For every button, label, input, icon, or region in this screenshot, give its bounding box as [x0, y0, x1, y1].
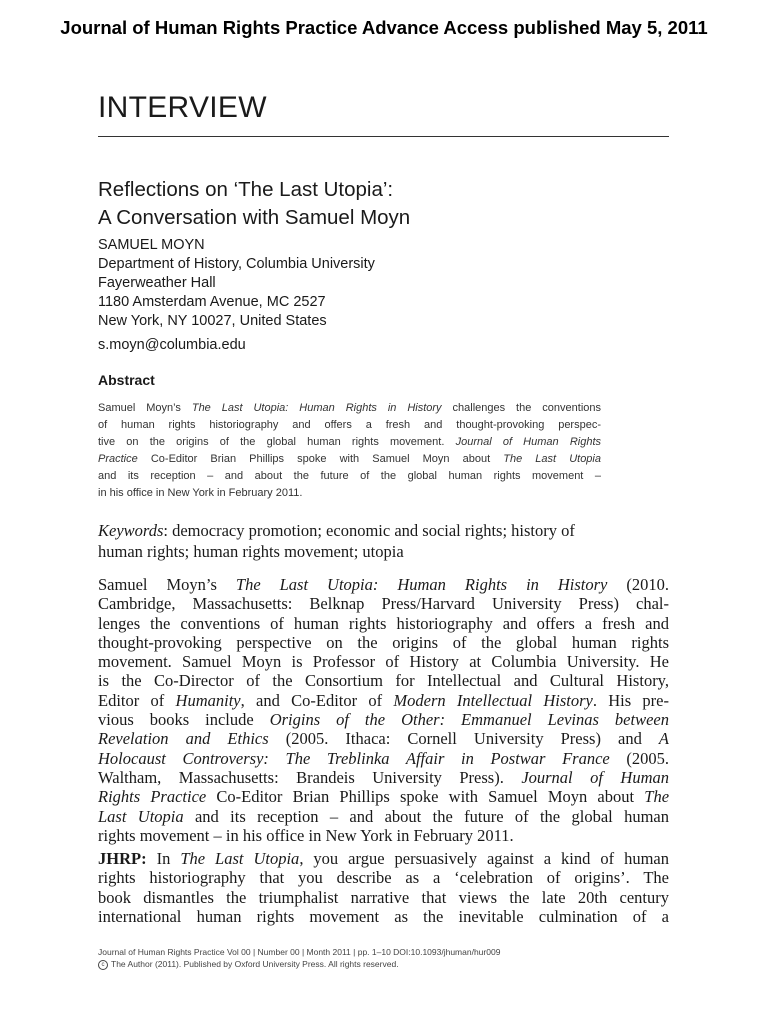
book-title: The: [644, 787, 670, 807]
abstract-text-run: Samuel Moyn’s: [98, 402, 192, 414]
abstract-journal-name: Practice: [98, 453, 138, 465]
keywords-label: Keywords: [98, 521, 164, 540]
body-line: [98, 807, 669, 826]
body-line: thought-provoking perspective on the origins of the global human rights: [98, 632, 669, 652]
body-line: [98, 729, 669, 748]
abstract-line: and its reception – and about the future of the global human rights movement –: [98, 470, 601, 482]
journal-title: Rights Practice: [98, 787, 207, 807]
body-line: Cambridge, Massachusetts: Belknap Press/Harvard University Press) chal-: [98, 594, 669, 614]
book-title: Last Utopia: [98, 806, 184, 826]
body-line: book dismantles the triumphalist narrative that views the late 20th century: [98, 887, 669, 907]
keywords-line-1: [98, 520, 669, 541]
abstract-heading: Abstract: [98, 372, 155, 388]
book-title: Origins of the Other: Emmanuel Levinas between: [269, 710, 669, 730]
text-run: Co-Editor Brian Phillips spoke with Samuel Moyn about: [206, 787, 645, 807]
abstract-text-run: Co-Editor Brian Phillips spoke with Samuel Moyn about: [137, 453, 504, 465]
title-line-2: A Conversation with Samuel Moyn: [98, 206, 411, 229]
abstract-journal-name: Journal of Human Rights: [455, 436, 601, 448]
book-title: The Last Utopia: [180, 849, 300, 869]
body-line: [98, 787, 669, 806]
author-name: SAMUEL MOYN: [98, 237, 205, 253]
body-text: [98, 575, 669, 926]
abstract-line: of human rights historiography and offers a fresh and thought-provoking perspec-: [98, 419, 601, 431]
body-line: international human rights movement as the inevitable culmination of a: [98, 907, 669, 927]
body-line: [98, 575, 669, 594]
speaker-label: JHRP:: [98, 849, 147, 869]
author-city: New York, NY 10027, United States: [98, 313, 327, 329]
article-title: [98, 176, 669, 232]
text-run: Samuel Moyn’s: [98, 575, 236, 594]
keywords-text: : democracy promotion; economic and social rights; history of: [163, 521, 575, 540]
text-run: , and Co-Editor of: [240, 690, 394, 710]
author-department: Department of History, Columbia University: [98, 256, 375, 272]
advance-access-banner: Journal of Human Rights Practice Advance Access published May 5, 2011: [60, 17, 708, 38]
book-title: The Last Utopia: Human Rights in History: [235, 575, 608, 594]
text-run: (2010.: [607, 575, 669, 594]
section-heading: INTERVIEW: [98, 91, 267, 124]
keywords-block: [98, 520, 669, 562]
journal-title: Journal of Human: [521, 767, 669, 787]
author-email[interactable]: s.moyn@columbia.edu: [98, 337, 246, 353]
body-line: rights historiography that you describe as a ‘celebration of origins’. The: [98, 868, 669, 888]
text-run: (2005. Ithaca: Cornell University Press) and: [268, 729, 659, 749]
text-run: vious books include: [98, 710, 270, 730]
body-line: [98, 691, 669, 710]
page-footer: [98, 946, 500, 970]
body-line: [98, 768, 669, 787]
question-paragraph: [98, 849, 669, 926]
book-title: Revelation and Ethics: [98, 729, 269, 749]
text-run: . His pre-: [592, 690, 669, 710]
keywords-line-2: human rights; human rights movement; utopia: [98, 542, 404, 561]
body-line: is the Co-Director of the Consortium for Intellectual and Cultural History,: [98, 671, 669, 691]
section-rule: [98, 136, 669, 137]
author-street: 1180 Amsterdam Avenue, MC 2527: [98, 294, 326, 310]
journal-title: Humanity: [175, 690, 241, 710]
abstract-text-run: tive on the origins of the global human rights movement.: [98, 436, 456, 448]
author-building: Fayerweather Hall: [98, 275, 216, 291]
text-run: Waltham, Massachusetts: Brandeis University Press).: [98, 767, 522, 787]
abstract-line: [98, 434, 601, 451]
text-run: (2005.: [609, 748, 669, 768]
abstract-book-title: The Last Utopia: Human Rights in History: [191, 402, 442, 414]
title-line-1: Reflections on ‘The Last Utopia’:: [98, 178, 394, 201]
abstract-line: [98, 451, 601, 468]
text-run: and its reception – and about the future of the global human: [183, 806, 669, 826]
body-line: [98, 749, 669, 768]
book-title: Holocaust Controversy: The Treblinka Affair in Postwar France: [98, 748, 610, 768]
journal-title: Modern Intellectual History: [393, 690, 593, 710]
copyright-icon: c: [98, 960, 108, 970]
footer-copyright-text: The Author (2011). Published by Oxford University Press. All rights reserved.: [111, 959, 399, 969]
abstract-text-run: challenges the conventions: [441, 402, 601, 414]
author-block: [98, 236, 375, 355]
body-line: rights movement – in his office in New York in February 2011.: [98, 825, 514, 845]
intro-paragraph: [98, 575, 669, 845]
body-line: movement. Samuel Moyn is Professor of History at Columbia University. He: [98, 652, 669, 672]
abstract-line: [98, 400, 601, 417]
text-run: Editor of: [98, 690, 176, 710]
abstract-line: in his office in New York in February 2011.: [98, 487, 303, 499]
body-line: lenges the conventions of human rights historiography and offers a fresh and: [98, 613, 669, 633]
footer-copyright: [98, 958, 500, 970]
body-line: [98, 710, 669, 729]
abstract-book-title: The Last Utopia: [503, 453, 601, 465]
book-title: A: [658, 729, 669, 749]
body-line: [98, 849, 669, 868]
text-run: In: [146, 849, 181, 869]
text-run: , you argue persuasively against a kind of human: [299, 849, 669, 869]
footer-citation: Journal of Human Rights Practice Vol 00 | Number 00 | Month 2011 | pp. 1–10 DOI:10.1093/jhuman/hur009: [98, 947, 501, 957]
abstract-text: [98, 400, 601, 502]
